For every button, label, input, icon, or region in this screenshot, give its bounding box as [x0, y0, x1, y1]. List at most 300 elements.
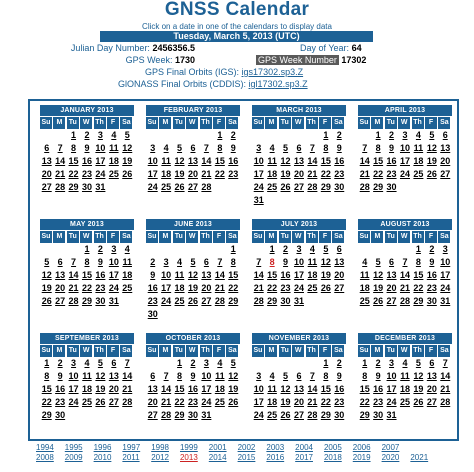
day-link[interactable]: 12: [174, 156, 185, 166]
day-link[interactable]: 5: [177, 143, 183, 153]
day-link[interactable]: 22: [41, 397, 52, 407]
day-link[interactable]: 26: [228, 397, 239, 407]
day-link[interactable]: 6: [203, 257, 209, 267]
day-link[interactable]: 4: [177, 257, 183, 267]
day-link[interactable]: 15: [228, 270, 239, 280]
day-link[interactable]: 4: [111, 130, 117, 140]
year-link[interactable]: 1999: [179, 443, 198, 452]
day-link[interactable]: 14: [307, 384, 318, 394]
day-link[interactable]: 23: [373, 397, 384, 407]
day-link[interactable]: 10: [386, 371, 397, 381]
day-link[interactable]: 16: [95, 270, 106, 280]
day-link[interactable]: 22: [174, 397, 185, 407]
year-link[interactable]: 2018: [323, 453, 342, 462]
day-link[interactable]: 18: [214, 384, 225, 394]
day-link[interactable]: 13: [55, 270, 66, 280]
day-link[interactable]: 21: [55, 169, 66, 179]
day-link[interactable]: 24: [293, 283, 304, 293]
day-link[interactable]: 14: [68, 270, 79, 280]
day-link[interactable]: 12: [41, 270, 52, 280]
day-link[interactable]: 19: [373, 283, 384, 293]
day-link[interactable]: 29: [174, 410, 185, 420]
day-link[interactable]: 27: [41, 182, 52, 192]
day-link[interactable]: 13: [293, 384, 304, 394]
day-link[interactable]: 14: [253, 270, 264, 280]
day-link[interactable]: 9: [389, 143, 395, 153]
day-link[interactable]: 5: [375, 257, 381, 267]
day-link[interactable]: 1: [71, 130, 77, 140]
year-link[interactable]: 2005: [323, 443, 342, 452]
day-link[interactable]: 14: [55, 156, 66, 166]
day-link[interactable]: 22: [320, 397, 331, 407]
year-link[interactable]: 1996: [93, 443, 112, 452]
day-link[interactable]: 3: [256, 371, 262, 381]
day-link[interactable]: 9: [150, 270, 156, 280]
day-link[interactable]: 1: [323, 130, 329, 140]
day-link[interactable]: 26: [95, 397, 106, 407]
day-link[interactable]: 18: [399, 384, 410, 394]
day-link[interactable]: 26: [41, 296, 52, 306]
day-link[interactable]: 10: [68, 371, 79, 381]
day-link[interactable]: 15: [373, 156, 384, 166]
day-link[interactable]: 3: [296, 244, 302, 254]
day-link[interactable]: 7: [163, 371, 169, 381]
day-link[interactable]: 8: [230, 257, 236, 267]
day-link[interactable]: 25: [108, 169, 119, 179]
day-link[interactable]: 1: [415, 244, 421, 254]
day-link[interactable]: 27: [334, 283, 345, 293]
day-link[interactable]: 28: [201, 182, 212, 192]
day-link[interactable]: 7: [309, 143, 315, 153]
day-link[interactable]: 16: [334, 384, 345, 394]
day-link[interactable]: 16: [426, 270, 437, 280]
day-link[interactable]: 18: [122, 270, 133, 280]
day-link[interactable]: 9: [336, 143, 342, 153]
day-link[interactable]: 4: [84, 358, 90, 368]
day-link[interactable]: 9: [57, 371, 63, 381]
day-link[interactable]: 30: [386, 182, 397, 192]
day-link[interactable]: 26: [373, 296, 384, 306]
day-link[interactable]: 10: [440, 257, 451, 267]
day-link[interactable]: 8: [44, 371, 50, 381]
year-link[interactable]: 2010: [93, 453, 112, 462]
day-link[interactable]: 29: [267, 296, 278, 306]
year-link[interactable]: 2007: [381, 443, 400, 452]
day-link[interactable]: 6: [57, 257, 63, 267]
day-link[interactable]: 7: [362, 143, 368, 153]
day-link[interactable]: 8: [177, 371, 183, 381]
day-link[interactable]: 5: [124, 130, 130, 140]
day-link[interactable]: 11: [400, 371, 410, 381]
day-link[interactable]: 3: [150, 143, 156, 153]
day-link[interactable]: 28: [55, 182, 66, 192]
day-link[interactable]: 21: [253, 283, 264, 293]
day-link[interactable]: 29: [81, 296, 92, 306]
day-link[interactable]: 23: [280, 283, 291, 293]
day-link[interactable]: 6: [442, 130, 448, 140]
day-link[interactable]: 6: [296, 371, 302, 381]
day-link[interactable]: 30: [334, 182, 345, 192]
day-link[interactable]: 10: [399, 143, 410, 153]
day-link[interactable]: 20: [201, 283, 212, 293]
day-link[interactable]: 28: [440, 397, 451, 407]
day-link[interactable]: 23: [386, 169, 397, 179]
day-link[interactable]: 21: [399, 283, 410, 293]
day-link[interactable]: 23: [426, 283, 437, 293]
day-link[interactable]: 10: [253, 384, 264, 394]
day-link[interactable]: 15: [174, 384, 185, 394]
day-link[interactable]: 23: [334, 169, 345, 179]
day-link[interactable]: 17: [293, 270, 304, 280]
day-link[interactable]: 30: [426, 296, 437, 306]
day-link[interactable]: 3: [256, 143, 262, 153]
year-link[interactable]: 1995: [64, 443, 83, 452]
day-link[interactable]: 22: [267, 283, 278, 293]
day-link[interactable]: 9: [375, 371, 381, 381]
day-link[interactable]: 23: [147, 296, 158, 306]
day-link[interactable]: 8: [71, 143, 77, 153]
day-link[interactable]: 11: [307, 257, 318, 267]
day-link[interactable]: 5: [323, 244, 329, 254]
day-link[interactable]: 1: [177, 358, 183, 368]
day-link[interactable]: 27: [55, 296, 66, 306]
day-link[interactable]: 29: [359, 410, 370, 420]
day-link[interactable]: 23: [95, 283, 106, 293]
day-link[interactable]: 8: [323, 143, 329, 153]
day-link[interactable]: 18: [307, 270, 318, 280]
day-link[interactable]: 12: [122, 143, 133, 153]
day-link[interactable]: 18: [161, 169, 172, 179]
day-link[interactable]: 17: [399, 156, 410, 166]
day-link[interactable]: 14: [307, 156, 318, 166]
day-link[interactable]: 14: [122, 371, 133, 381]
year-link[interactable]: 2014: [208, 453, 227, 462]
day-link[interactable]: 21: [307, 397, 318, 407]
day-link[interactable]: 9: [230, 143, 236, 153]
year-link[interactable]: 2002: [237, 443, 256, 452]
day-link[interactable]: 4: [415, 130, 421, 140]
day-link[interactable]: 5: [283, 371, 289, 381]
day-link[interactable]: 19: [228, 384, 239, 394]
day-link[interactable]: 23: [55, 397, 66, 407]
day-link[interactable]: 17: [201, 384, 212, 394]
day-link[interactable]: 13: [334, 257, 345, 267]
day-link[interactable]: 28: [214, 296, 225, 306]
day-link[interactable]: 24: [253, 182, 264, 192]
day-link[interactable]: 30: [334, 410, 345, 420]
day-link[interactable]: 15: [81, 270, 92, 280]
day-link[interactable]: 22: [214, 169, 225, 179]
day-link[interactable]: 29: [41, 410, 52, 420]
day-link[interactable]: 9: [283, 257, 289, 267]
day-link[interactable]: 3: [389, 358, 395, 368]
day-link[interactable]: 10: [95, 143, 106, 153]
day-link[interactable]: 4: [124, 244, 130, 254]
day-link[interactable]: 5: [190, 257, 196, 267]
day-link[interactable]: 5: [283, 143, 289, 153]
day-link[interactable]: 6: [336, 244, 342, 254]
day-link[interactable]: 6: [150, 371, 156, 381]
day-link[interactable]: 8: [323, 371, 329, 381]
day-link[interactable]: 15: [68, 156, 79, 166]
day-link[interactable]: 21: [201, 169, 212, 179]
day-link[interactable]: 30: [147, 309, 158, 319]
day-link[interactable]: 4: [402, 358, 408, 368]
day-link[interactable]: 3: [442, 244, 448, 254]
day-link[interactable]: 11: [174, 270, 185, 280]
day-link[interactable]: 1: [230, 244, 236, 254]
day-link[interactable]: 29: [320, 182, 331, 192]
day-link[interactable]: 16: [280, 270, 291, 280]
day-link[interactable]: 30: [95, 296, 106, 306]
day-link[interactable]: 16: [334, 156, 345, 166]
day-link[interactable]: 7: [57, 143, 63, 153]
day-link[interactable]: 12: [320, 257, 331, 267]
day-link[interactable]: 5: [97, 358, 103, 368]
day-link[interactable]: 12: [280, 156, 291, 166]
day-link[interactable]: 19: [320, 270, 331, 280]
current-year-link[interactable]: 2013: [179, 453, 198, 462]
day-link[interactable]: 28: [122, 397, 133, 407]
day-link[interactable]: 28: [161, 410, 172, 420]
day-link[interactable]: 23: [228, 169, 239, 179]
day-link[interactable]: 29: [413, 296, 424, 306]
day-link[interactable]: 12: [228, 371, 239, 381]
day-link[interactable]: 24: [440, 283, 451, 293]
day-link[interactable]: 17: [161, 283, 172, 293]
day-link[interactable]: 30: [373, 410, 384, 420]
day-link[interactable]: 17: [68, 384, 79, 394]
day-link[interactable]: 17: [253, 169, 264, 179]
day-link[interactable]: 27: [187, 182, 198, 192]
day-link[interactable]: 10: [201, 371, 212, 381]
day-link[interactable]: 6: [190, 143, 196, 153]
day-link[interactable]: 7: [442, 358, 448, 368]
year-link[interactable]: 2015: [237, 453, 256, 462]
year-link[interactable]: 2003: [266, 443, 285, 452]
day-link[interactable]: 7: [124, 358, 130, 368]
day-link[interactable]: 9: [97, 257, 103, 267]
day-link[interactable]: 13: [108, 371, 119, 381]
day-link[interactable]: 3: [203, 358, 209, 368]
day-link[interactable]: 11: [267, 156, 277, 166]
day-link[interactable]: 27: [147, 410, 158, 420]
day-link[interactable]: 1: [44, 358, 50, 368]
day-link[interactable]: 10: [253, 156, 264, 166]
day-link[interactable]: 14: [359, 156, 370, 166]
day-link[interactable]: 12: [280, 384, 291, 394]
year-link[interactable]: 2006: [352, 443, 371, 452]
day-link[interactable]: 11: [161, 156, 171, 166]
day-link[interactable]: 9: [190, 371, 196, 381]
day-link[interactable]: 25: [161, 182, 172, 192]
day-link[interactable]: 30: [55, 410, 66, 420]
day-link[interactable]: 17: [108, 270, 119, 280]
day-link[interactable]: 18: [267, 397, 278, 407]
year-link[interactable]: 2008: [36, 453, 54, 462]
day-link[interactable]: 27: [293, 410, 304, 420]
day-link[interactable]: 2: [336, 130, 342, 140]
day-link[interactable]: 25: [174, 296, 185, 306]
day-link[interactable]: 27: [201, 296, 212, 306]
day-link[interactable]: 8: [415, 257, 421, 267]
day-link[interactable]: 14: [214, 270, 225, 280]
day-link[interactable]: 25: [267, 182, 278, 192]
day-link[interactable]: 24: [201, 397, 212, 407]
day-link[interactable]: 27: [440, 169, 451, 179]
day-link[interactable]: 27: [386, 296, 397, 306]
day-link[interactable]: 19: [122, 156, 133, 166]
day-link[interactable]: 1: [375, 130, 381, 140]
day-link[interactable]: 16: [187, 384, 198, 394]
day-link[interactable]: 6: [296, 143, 302, 153]
day-link[interactable]: 2: [84, 130, 90, 140]
day-link[interactable]: 2: [429, 244, 435, 254]
day-link[interactable]: 24: [108, 283, 119, 293]
day-link[interactable]: 4: [217, 358, 223, 368]
day-link[interactable]: 15: [320, 384, 331, 394]
day-link[interactable]: 16: [228, 156, 239, 166]
day-link[interactable]: 28: [253, 296, 264, 306]
day-link[interactable]: 20: [147, 397, 158, 407]
year-link[interactable]: 2001: [208, 443, 227, 452]
day-link[interactable]: 16: [81, 156, 92, 166]
day-link[interactable]: 16: [55, 384, 66, 394]
day-link[interactable]: 15: [267, 270, 278, 280]
day-link[interactable]: 15: [359, 384, 370, 394]
day-link[interactable]: 18: [81, 384, 92, 394]
day-link[interactable]: 29: [320, 410, 331, 420]
day-link[interactable]: 25: [122, 283, 133, 293]
day-link[interactable]: 20: [293, 397, 304, 407]
day-link[interactable]: 8: [362, 371, 368, 381]
day-link[interactable]: 20: [440, 156, 451, 166]
day-link[interactable]: 13: [426, 371, 437, 381]
day-link[interactable]: 2: [150, 257, 156, 267]
day-link[interactable]: 3: [402, 130, 408, 140]
day-link[interactable]: 22: [68, 169, 79, 179]
day-link[interactable]: 4: [309, 244, 315, 254]
day-link[interactable]: 4: [163, 143, 169, 153]
day-link[interactable]: 17: [440, 270, 451, 280]
day-link[interactable]: 18: [108, 156, 119, 166]
day-link[interactable]: 11: [215, 371, 225, 381]
day-link[interactable]: 9: [336, 371, 342, 381]
day-link[interactable]: 7: [256, 257, 262, 267]
day-link[interactable]: 23: [334, 397, 345, 407]
day-link[interactable]: 18: [174, 283, 185, 293]
day-link[interactable]: 22: [413, 283, 424, 293]
day-link[interactable]: 6: [429, 358, 435, 368]
year-link[interactable]: 1994: [36, 443, 54, 452]
day-link[interactable]: 17: [386, 384, 397, 394]
day-link[interactable]: 5: [230, 358, 236, 368]
year-link[interactable]: 1998: [151, 443, 169, 452]
day-link[interactable]: 7: [217, 257, 223, 267]
day-link[interactable]: 15: [214, 156, 225, 166]
year-link[interactable]: 2021: [410, 453, 429, 462]
day-link[interactable]: 29: [373, 182, 384, 192]
day-link[interactable]: 17: [253, 397, 264, 407]
igs-orbits-link[interactable]: igs17302.sp3.Z: [241, 67, 304, 77]
day-link[interactable]: 23: [187, 397, 198, 407]
day-link[interactable]: 6: [44, 143, 50, 153]
day-link[interactable]: 11: [413, 143, 424, 153]
day-link[interactable]: 28: [399, 296, 410, 306]
day-link[interactable]: 2: [336, 358, 342, 368]
day-link[interactable]: 4: [269, 143, 275, 153]
day-link[interactable]: 22: [320, 169, 331, 179]
day-link[interactable]: 11: [82, 371, 92, 381]
day-link[interactable]: 25: [413, 169, 424, 179]
day-link[interactable]: 13: [386, 270, 397, 280]
day-link[interactable]: 25: [399, 397, 410, 407]
day-link[interactable]: 30: [187, 410, 198, 420]
day-link[interactable]: 31: [108, 296, 119, 306]
day-link[interactable]: 8: [375, 143, 381, 153]
day-link[interactable]: 4: [362, 257, 368, 267]
day-link[interactable]: 7: [309, 371, 315, 381]
day-link[interactable]: 26: [320, 283, 331, 293]
day-link[interactable]: 19: [174, 169, 185, 179]
day-link[interactable]: 16: [386, 156, 397, 166]
day-link[interactable]: 15: [320, 156, 331, 166]
day-link[interactable]: 19: [426, 156, 437, 166]
day-link[interactable]: 26: [174, 182, 185, 192]
day-link[interactable]: 19: [413, 384, 424, 394]
day-link[interactable]: 2: [190, 358, 196, 368]
day-link[interactable]: 14: [201, 156, 212, 166]
day-link[interactable]: 6: [111, 358, 117, 368]
day-link[interactable]: 29: [68, 182, 79, 192]
day-link[interactable]: 13: [41, 156, 52, 166]
day-link[interactable]: 26: [413, 397, 424, 407]
day-link[interactable]: 28: [359, 182, 370, 192]
day-link[interactable]: 14: [440, 371, 451, 381]
day-link[interactable]: 20: [55, 283, 66, 293]
day-link[interactable]: 2: [230, 130, 236, 140]
day-link[interactable]: 10: [293, 257, 304, 267]
day-link[interactable]: 21: [440, 384, 451, 394]
day-link[interactable]: 21: [122, 384, 133, 394]
day-link[interactable]: 12: [373, 270, 384, 280]
day-link[interactable]: 1: [362, 358, 368, 368]
day-link[interactable]: 2: [97, 244, 103, 254]
day-link[interactable]: 18: [267, 169, 278, 179]
day-link[interactable]: 11: [109, 143, 119, 153]
year-link[interactable]: 2011: [122, 453, 140, 462]
day-link[interactable]: 20: [426, 384, 437, 394]
day-link[interactable]: 1: [217, 130, 223, 140]
day-link[interactable]: 31: [253, 195, 264, 205]
year-link[interactable]: 2020: [381, 453, 400, 462]
day-link[interactable]: 21: [161, 397, 172, 407]
day-link[interactable]: 3: [97, 130, 103, 140]
day-link[interactable]: 2: [57, 358, 63, 368]
day-link[interactable]: 24: [161, 296, 172, 306]
year-link[interactable]: 2004: [295, 443, 313, 452]
day-link[interactable]: 2: [283, 244, 289, 254]
day-link[interactable]: 24: [95, 169, 106, 179]
day-link[interactable]: 11: [267, 384, 277, 394]
day-link[interactable]: 1: [84, 244, 90, 254]
day-link[interactable]: 19: [41, 283, 52, 293]
day-link[interactable]: 9: [84, 143, 90, 153]
year-link[interactable]: 1997: [122, 443, 141, 452]
day-link[interactable]: 21: [307, 169, 318, 179]
day-link[interactable]: 16: [373, 384, 384, 394]
day-link[interactable]: 22: [359, 397, 370, 407]
